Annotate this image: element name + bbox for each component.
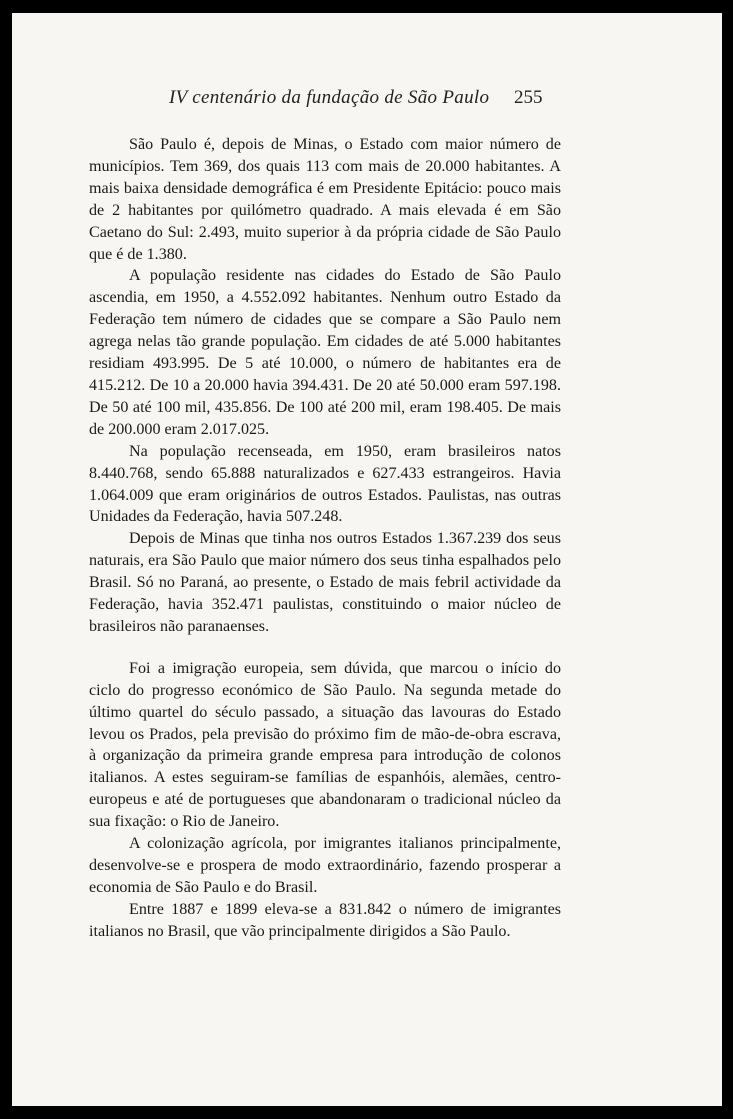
paragraph: Depois de Minas que tinha nos outros Estados 1.367.239 dos seus naturais, era São Paulo que maior número dos seus tinha espalhados pelo Brasil. Só no Paraná, ao presente, o Estado de mais febril actividade da Federação, havia 352.471 paulistas, constituindo o maior núcleo de brasileiros não paranaenses. [89,530,561,635]
paragraph: Entre 1887 e 1899 eleva-se a 831.842 o número de imigrantes italianos no Brasil, que vão principalmente dirigidos a São Paulo. [89,900,561,940]
section-break [89,638,561,658]
paragraph: São Paulo é, depois de Minas, o Estado com maior número de municípios. Tem 369, dos quais 113 com mais de 20.000 habitantes. A mais baixa densidade demográfica é em Presidente Epitácio: pouco mais de 2 habitantes por quilómetro quadrado. A mais elevada é em São Caetano do Sul: 2.493, muito superior à da própria cidade de São Paulo que é de 1.380. [89,136,561,263]
paragraph: A colonização agrícola, por imigrantes italianos principalmente, desenvolve-se e prospera de modo extraordinário, fazendo prosperar a economia de São Paulo e do Brasil. [89,835,561,896]
page-header [12,87,722,115]
paragraph: Na população recenseada, em 1950, eram brasileiros natos 8.440.768, sendo 65.888 naturalizados e 627.433 estrangeiros. Havia 1.064.009 que eram originários de outros Estados. Paulistas, nas outras Unidades da Federação, havia 507.248. [89,442,561,526]
book-page [12,13,722,1106]
body-text [89,134,561,943]
paragraph: A população residente nas cidades do Estado de São Paulo ascendia, em 1950, a 4.552.092 habitantes. Nenhum outro Estado da Federação tem número de cidades que se compare a São Paulo nem agrega nelas tão grande população. Em cidades de até 5.000 habitantes residiam 493.995. De 5 até 10.000, o número de habitantes era de 415.212. De 10 a 20.000 havia 394.431. De 20 até 50.000 eram 597.198. De 50 até 100 mil, 435.856. De 100 até 200 mil, eram 198.405. De mais de 200.000 eram 2.017.025. [89,267,561,438]
page-number: 255 [514,87,543,108]
running-title: IV centenário da fundação de São Paulo [169,87,490,108]
paragraph: Foi a imigração europeia, sem dúvida, que marcou o início do ciclo do progresso económico de São Paulo. Na segunda metade do último quartel do século passado, a situação das lavouras do Estado levou os Prados, pela previsão do próximo fim de mão-de-obra escrava, à organização da primeira grande empresa para introdução de colonos italianos. A estes seguiram-se famílias de espanhóis, alemães, centro-europeus e até de portugueses que abandonaram o tradicional núcleo da sua fixação: o Rio de Janeiro. [89,659,561,831]
